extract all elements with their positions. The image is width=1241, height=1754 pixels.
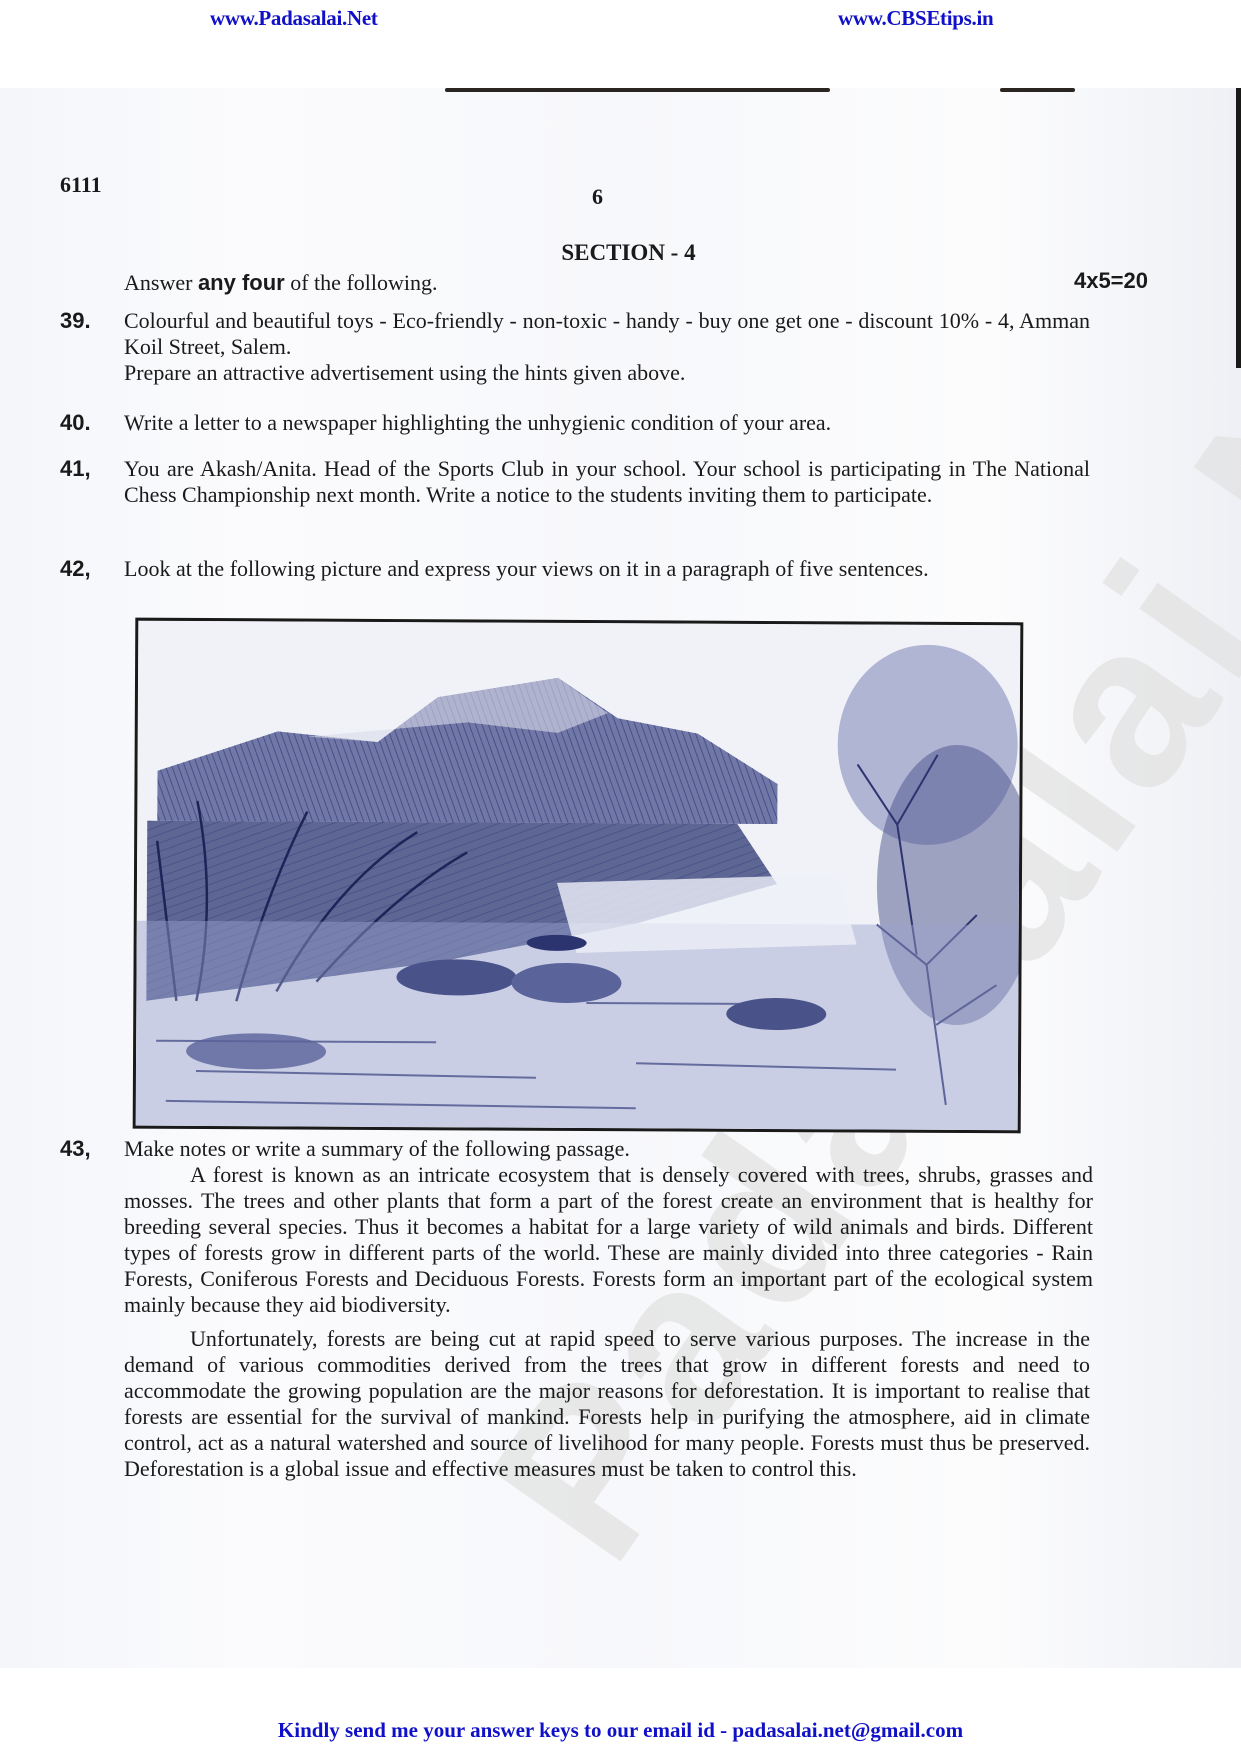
top-rule-short xyxy=(1000,88,1075,92)
paper-code: 6111 xyxy=(60,172,102,197)
question-text: You are Akash/Anita. Head of the Sports Club in your school. Your school is participating in The National Chess Championship next month. Write a notice to the students inviting them to participate. xyxy=(124,456,1090,507)
footer-email-note: Kindly send me your answer keys to our email id - padasalai.net@gmail.com xyxy=(277,1718,964,1742)
question-39 xyxy=(60,308,1090,386)
instruction-bold: any four xyxy=(197,270,285,295)
page-edge xyxy=(1236,88,1241,368)
question-41 xyxy=(60,456,1090,508)
question-text: Look at the following picture and express your views on it in a paragraph of five sentences. xyxy=(124,556,929,581)
passage-paragraph-2: Unfortunately, forests are being cut at rapid speed to serve various purposes. The increase in the demand of various commodities derived from the trees that grow in different forests and need to accommodate the growing population are the major reasons for deforestation. It is important to realise that forests are essential for the survival of mankind. Forests help in purifying the atmosphere, aid in climate control, act as a natural watershed and source of livelihood for many people. Forests must thus be preserved. Deforestation is a global issue and effective measures must be taken to control this. xyxy=(124,1326,1090,1481)
question-hints: Colourful and beautiful toys - Eco-friendly - non-toxic - handy - buy one get one - discount 10% - 4, Amman Koil Street, Salem. xyxy=(124,308,1090,359)
question-number: 39. xyxy=(60,308,91,333)
question-number: 41, xyxy=(60,456,91,481)
instruction-prefix: Answer xyxy=(124,270,198,295)
question-43 xyxy=(60,1136,1093,1482)
instruction-suffix: of the following. xyxy=(284,270,438,295)
page-number: 6 xyxy=(592,184,603,209)
cbsetips-link[interactable]: www.CBSEtips.in xyxy=(838,6,994,30)
section-title: SECTION - 4 xyxy=(561,240,696,265)
question-number: 40. xyxy=(60,410,91,435)
question-40 xyxy=(60,410,1090,436)
question-number: 43, xyxy=(60,1136,91,1161)
padasalai-link[interactable]: www.Padasalai.Net xyxy=(210,6,378,30)
question-prompt: Prepare an attractive advertisement using the hints given above. xyxy=(124,360,686,385)
question-42 xyxy=(60,556,1090,582)
marks-allocation: 4x5=20 xyxy=(1073,268,1148,293)
landscape-sketch-icon xyxy=(136,621,1021,1131)
passage-paragraph-1: A forest is known as an intricate ecosystem that is densely covered with trees, shrubs, grasses and mosses. The trees and other plants that form a part of the forest create an environment that is healthy for breeding several species. Thus it becomes a habitat for a large variety of wild animals and birds. Different types of forests grow in different parts of the world. These are mainly divided into three categories - Rain Forests, Coniferous Forests and Deciduous Forests. Forests form an important part of the ecological system mainly because they aid biodiversity. xyxy=(124,1162,1093,1317)
instruction xyxy=(124,270,438,296)
question-number: 42, xyxy=(60,556,91,581)
top-rule xyxy=(445,88,830,92)
landscape-picture xyxy=(133,618,1024,1134)
question-text: Write a letter to a newspaper highlighting the unhygienic condition of your area. xyxy=(124,410,832,435)
question-text: Make notes or write a summary of the following passage. xyxy=(124,1136,630,1161)
